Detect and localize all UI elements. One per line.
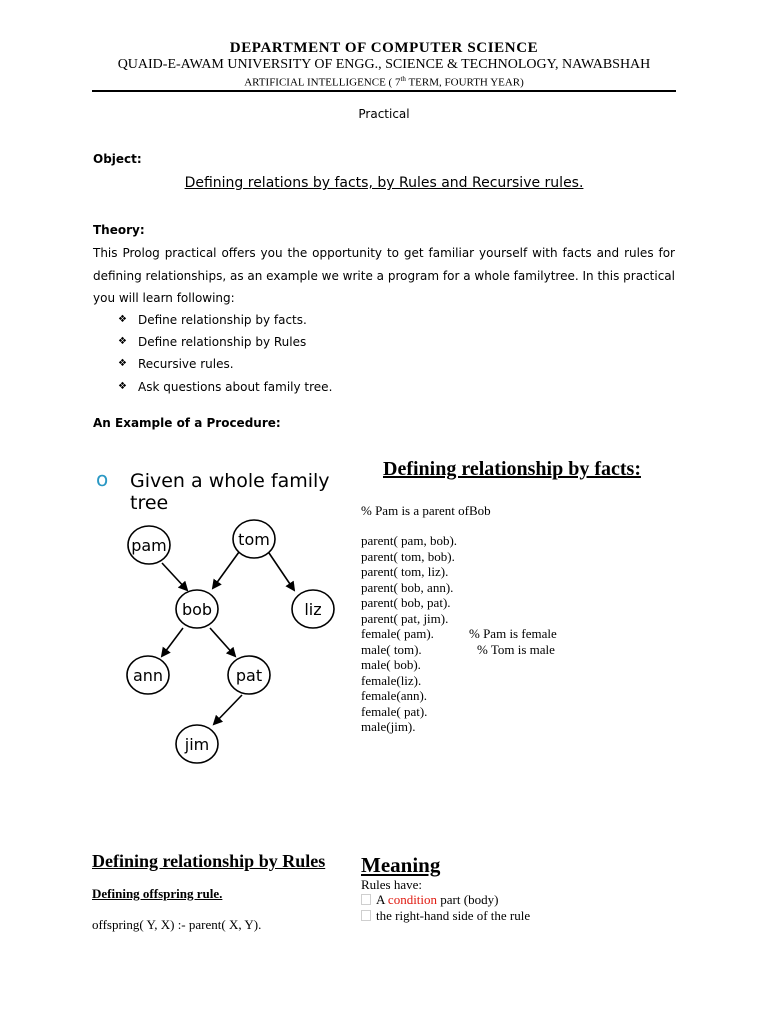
list-item-text: Define relationship by facts.: [138, 313, 307, 327]
meaning-item: [361, 908, 530, 924]
fact-line: [361, 595, 457, 611]
offspring-rule-label: Defining offspring rule.: [92, 886, 223, 901]
fact-code: female(ann).: [361, 688, 428, 703]
rules-have-intro: Rules have:: [361, 877, 423, 892]
fact-code: parent( tom, bob).: [361, 548, 455, 564]
theory-label: Theory:: [93, 223, 145, 237]
rules-heading: Defining relationship by Rules: [92, 851, 326, 871]
family-tree-diagram: [92, 462, 352, 772]
fact-line: [361, 719, 457, 735]
edge-bob-pat: [210, 628, 235, 656]
edge-tom-bob: [213, 552, 239, 588]
course-sup: th: [400, 75, 406, 83]
object-label: Object:: [93, 152, 142, 166]
fact-comment: % Pam is female: [469, 626, 557, 641]
edge-pam-bob: [162, 563, 187, 590]
meaning-item-pre: A: [376, 892, 388, 907]
fact-line: [361, 564, 457, 580]
university-name: QUAID-E-AWAM UNIVERSITY OF ENGG., SCIENCE & TECHNOLOGY, NAWABSHAH: [117, 57, 651, 72]
meaning-item: [361, 892, 530, 908]
diamond-bullet-icon: ❖: [118, 314, 127, 325]
diagram-caption-line1: Given a whole family: [130, 470, 330, 492]
list-item: [118, 331, 332, 353]
course-suffix: TERM, FOURTH YEAR): [405, 76, 524, 89]
fact-code: parent( pam, bob).: [361, 533, 458, 548]
object-text: Defining relations by facts, by Rules and Recursive rules.: [184, 175, 584, 191]
fact-code: male( tom).: [361, 641, 422, 657]
facts-heading: Defining relationship by facts:: [383, 458, 641, 480]
diamond-bullet-icon: ❖: [118, 358, 127, 370]
diagram-caption-line2: tree: [130, 492, 169, 514]
node-label-liz: liz: [304, 600, 322, 619]
list-item: [118, 309, 332, 331]
fact-code: male(jim).: [361, 719, 416, 734]
facts-list: [361, 533, 557, 735]
fact-code: female( pat).: [361, 703, 428, 719]
edge-pat-jim: [214, 695, 242, 724]
list-item-text: Define relationship by Rules: [138, 335, 307, 350]
course-prefix: ARTIFICIAL INTELLIGENCE ( 7: [244, 76, 401, 89]
fact-code: parent( tom, liz).: [361, 564, 449, 579]
node-label-pam: pam: [131, 536, 167, 555]
checkbox-glyph-icon: [361, 894, 371, 905]
list-item: [118, 376, 332, 398]
fact-code: female(liz).: [361, 672, 422, 688]
fact-code: female( pam).: [361, 626, 434, 641]
fact-line: [361, 611, 457, 627]
meaning-item-post: part (body): [437, 892, 499, 907]
department-title: DEPARTMENT OF COMPUTER SCIENCE: [229, 40, 539, 56]
checkbox-glyph-icon: [361, 910, 371, 921]
diamond-bullet-icon: ❖: [118, 380, 127, 392]
meaning-heading: Meaning: [361, 853, 441, 877]
meaning-list: [361, 892, 530, 924]
fact-code: parent( pat, jim).: [361, 610, 449, 626]
caption-bullet: o: [96, 467, 109, 491]
node-label-pat: pat: [235, 666, 263, 685]
node-label-tom: tom: [238, 530, 270, 549]
node-label-bob: bob: [181, 600, 213, 619]
fact-line: [361, 626, 557, 642]
fact-line: [361, 657, 457, 673]
fact-code: parent( bob, ann).: [361, 579, 454, 595]
diamond-bullet-icon: ❖: [118, 336, 127, 348]
fact-code: parent( bob, pat).: [361, 595, 451, 610]
theory-paragraph: This Prolog practical offers you the opportunity to get familiar yourself with facts and rules for defining relationships, as an example we write a program for a whole familytree. In this practical you will learn following:: [93, 246, 675, 305]
fact-line: [361, 533, 457, 549]
fact-line: [361, 673, 457, 689]
list-item: [118, 353, 332, 375]
learning-list: [118, 309, 332, 398]
fact-line: [361, 549, 457, 565]
fact-line: [361, 688, 457, 704]
offspring-rule: offspring( Y, X) :- parent( X, Y).: [92, 917, 262, 932]
edge-bob-ann: [162, 628, 183, 656]
fact-comment: % Tom is male: [477, 641, 555, 657]
fact-code: male( bob).: [361, 657, 421, 672]
node-label-ann: ann: [132, 666, 164, 685]
list-item-text: Recursive rules.: [138, 357, 234, 372]
node-label-jim: jim: [184, 735, 210, 754]
course-line: [0, 75, 768, 89]
fact-line: [361, 704, 457, 720]
list-item-text: Ask questions about family tree.: [138, 379, 333, 394]
meaning-item-text: the right-hand side of the rule: [376, 908, 531, 923]
example-label: An Example of a Procedure:: [93, 416, 281, 430]
condition-highlight: condition: [387, 892, 438, 907]
header-divider: [92, 90, 676, 92]
edge-tom-liz: [269, 553, 294, 590]
fact-line: [361, 580, 457, 596]
fact-line: [361, 641, 555, 658]
practical-title: Practical: [358, 107, 410, 121]
facts-comment: % Pam is a parent ofBob: [361, 503, 491, 518]
